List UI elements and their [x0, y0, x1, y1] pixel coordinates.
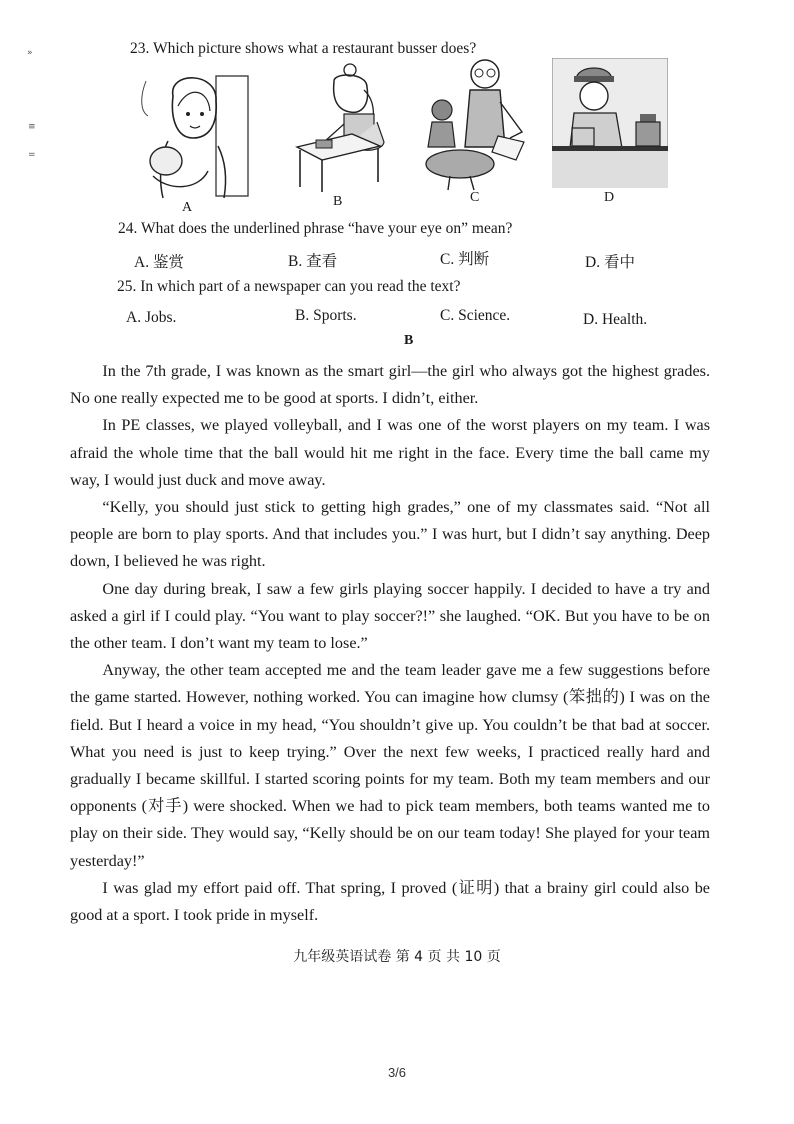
- picture-d-man-at-counter: [552, 58, 668, 188]
- passage-paragraph: One day during break, I saw a few girls playing soccer happily. I decided to have a try and asked a girl if I could play. “You want to play soccer?!” she laughed. “OK. But you have to be on the other team. I don’t want my team to lose.”: [70, 579, 710, 653]
- picture-a-mother-baby: [138, 66, 250, 200]
- passage-paragraph: I was glad my effort paid off. That spring, I proved (证明) that a brainy girl could also be good at a sport. I took pride in myself.: [70, 878, 710, 925]
- question-24: 24. What does the underlined phrase “have your eye on” mean?: [118, 220, 513, 237]
- scan-mark: ≡: [28, 122, 36, 132]
- picture-label-a: A: [182, 200, 193, 215]
- q24-option-c: C. 判断: [440, 251, 490, 268]
- q25-option-d: D. Health.: [583, 311, 648, 328]
- passage-paragraph: In PE classes, we played volleyball, and I was one of the worst players on my team. I was afraid the whole time that the ball would hit me right in the face. Every time the ball came my way, I would just duck and move away.: [70, 416, 710, 489]
- passage-paragraph: Anyway, the other team accepted me and the team leader gave me a few suggestions before the game started. However, nothing worked. You can imagine how clumsy (笨拙的) I was on the field. But I heard a voice in my head, “You shouldn’t give up. You couldn’t be that bad at soccer. What you need is just to keep trying.” Over the next few weeks, I practiced really hard and gradually I became skillful. I started scoring points for my team. Both my team members and our opponents (对手) were shocked. When we had to pick team members, both teams wanted me to play on their side. They would say, “Kelly should be on our team today! She played for your team yesterday!”: [70, 661, 710, 870]
- q25-option-b: B. Sports.: [295, 307, 357, 324]
- picture-c-waiter-with-customers: [420, 52, 532, 192]
- picture-label-c: C: [470, 190, 480, 205]
- q24-option-d: D. 看中: [585, 254, 635, 271]
- q24-option-a: A. 鉴赏: [134, 254, 184, 271]
- picture-b-girl-cleaning-table: [292, 62, 392, 194]
- q25-option-a: A. Jobs.: [126, 309, 177, 326]
- passage-paragraph: In the 7th grade, I was known as the smart girl—the girl who always got the highest grades. No one really expected me to be good at sports. I didn’t, either.: [70, 362, 710, 408]
- page-number: 3/6: [387, 1065, 407, 1080]
- scan-mark: »: [27, 48, 33, 58]
- q25-option-c: C. Science.: [440, 307, 511, 324]
- q24-option-b: B. 查看: [288, 253, 338, 270]
- reading-passage: [70, 358, 710, 929]
- picture-label-d: D: [604, 190, 615, 205]
- scan-mark: =: [28, 150, 36, 160]
- page-footer: 九年级英语试卷 第 4 页 共 10 页: [293, 949, 501, 965]
- picture-label-b: B: [333, 194, 343, 209]
- question-25: 25. In which part of a newspaper can you read the text?: [117, 278, 461, 295]
- section-title: B: [404, 333, 414, 348]
- passage-paragraph: “Kelly, you should just stick to getting high grades,” one of my classmates said. “Not all people are born to play sports. And that includes you.” I was hurt, but I didn’t say anything. Deep down, I believed he was right.: [70, 498, 710, 571]
- question-23: 23. Which picture shows what a restaurant busser does?: [130, 40, 477, 57]
